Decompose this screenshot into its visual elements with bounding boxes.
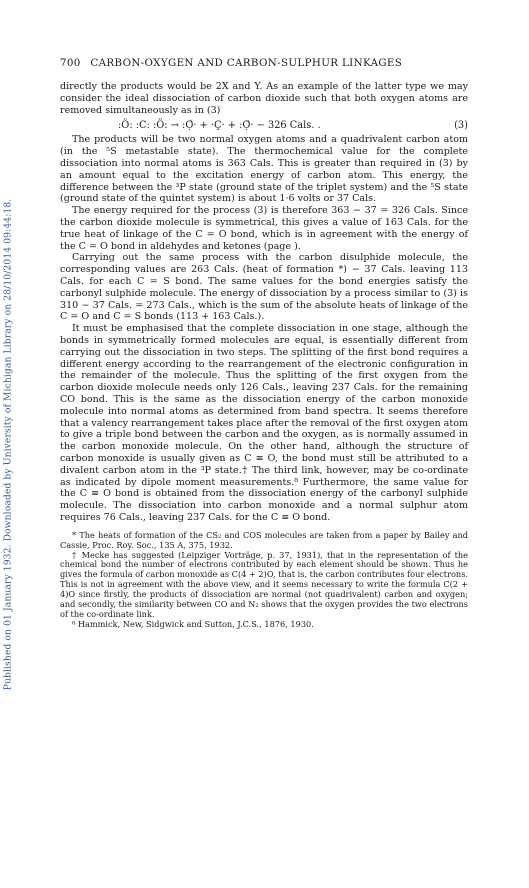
running-title: CARBON-OXYGEN AND CARBON-SULPHUR LINKAGES [90,57,403,69]
paragraph: Carrying out the same process with the carbon disulphide molecule, the corresponding values are 263 Cals. (heat of formation *) − 37 Cals. leaving 113 Cals. for each C = S bond. The same values for the bond energies satisfy the carbonyl sulphide molecule. The energy of dissociation by a process similar to (3) is 310 − 37 Cals. = 273 Cals., which is the sum of the absolute heats of linkage of the C = O and C = S bonds (113 + 163 Cals.). [60,252,468,323]
footnote: ⁸ Hammick, New, Sidgwick and Sutton, J.C.S., 1876, 1930. [72,618,314,629]
paragraph: It must be emphasised that the complete dissociation in one stage, although the bonds in symmetrically formed molecules are equal, is essentially different from carrying out the dissociation in two steps. The splitting of the first bond requires a different energy according to the rearrangement of the electronic configuration in the remainder of the molecule. Thus the splitting of the first oxygen from the carbon dioxide molecule needs only 126 Cals., leaving 237 Cals. for the remaining CO bond. This is the same as the dissociation energy of the carbon monoxide molecule into normal atoms as determined from band spectra. It seems therefore that a valency rearrangement takes place after the removal of the first oxygen atom to give a triple bond between the carbon and the oxygen, as is normally assumed in the carbon monoxide molecule. On the other hand, although the structure of carbon monoxide is usually given as C ≡ O, the bond must still be attributed to a divalent carbon atom in the ³P state.† The third link, however, may be co-ordinate as indicated by dipole moment measurements.⁸ Furthermore, the same value for the C ≡ O bond is obtained from the dissociation energy of the carbonyl sulphide molecule. The dissociation into carbon monoxide and a normal sulphur atom requires 76 Cals., leaving 237 Cals. for the C ≡ O bond. [60,323,468,523]
watermark-text: Published on 01 January 1932. Downloaded by University of Michigan Library on 28/10/2014 09:44:18. [2,198,14,690]
equation-expression: :Ö: :C: :Ö: → :Ọ̈· + ·Ç· + :Ọ̈· − 326 Cals. . [118,120,321,132]
paragraph: The energy required for the process (3) is therefore 363 − 37 = 326 Cals. Since the carbon dioxide molecule is symmetrical, this gives a value of 163 Cals. for the true heat of linkage of the C = O bond, which is in agreement with the energy of the C = O bond in aldehydes and ketones (page ). [60,205,468,252]
download-watermark [0,0,16,888]
equation-3 [60,119,468,133]
paragraph: The products will be two normal oxygen atoms and a quadrivalent carbon atom (in the ⁵S metastable state). The thermochemical value for the complete dissociation into normal atoms is 363 Cals. This is greater than required in (3) by an amount equal to the excitation energy of carbon atom. This energy, the difference between the ³P state (ground state of the triplet system) and the ⁵S state (ground state of the quintet system) is about 1·6 volts or 37 Cals. [60,134,468,205]
footnote: * The heats of formation of the CS₂ and COS molecules are taken from a paper by Bailey and Cassie, Proc. Roy. Soc., 135 A, 375, 1932. [60,529,468,550]
footnotes [60,531,468,630]
page-number: 700 [60,57,81,69]
paragraph: directly the products would be 2X and Y. As an example of the latter type we may consider the ideal dissociation of carbon dioxide such that both oxygen atoms are removed simultaneously as in (3) [60,81,468,116]
journal-page [60,57,468,630]
running-header [60,57,468,69]
body-text [60,81,468,524]
footnote: † Mecke has suggested (Leipziger Vorträge, p. 37, 1931), that in the representation of the chemical bond the number of electrons contributed by each element should be shown. Thus he gives the formula of carbon monoxide as C(4 + 2)O, that is, the carbon contributes four electrons. This is not in agreement with the above view, and it seems necessary to write the formula C(2 + 4)O since firstly, the products of dissociation are normal (not quadrivalent) carbon and oxygen; and secondly, the similarity between CO and N₂ shows that the oxygen provides the two electrons of the co-ordinate link. [60,549,468,619]
equation-number: (3) [454,120,468,132]
